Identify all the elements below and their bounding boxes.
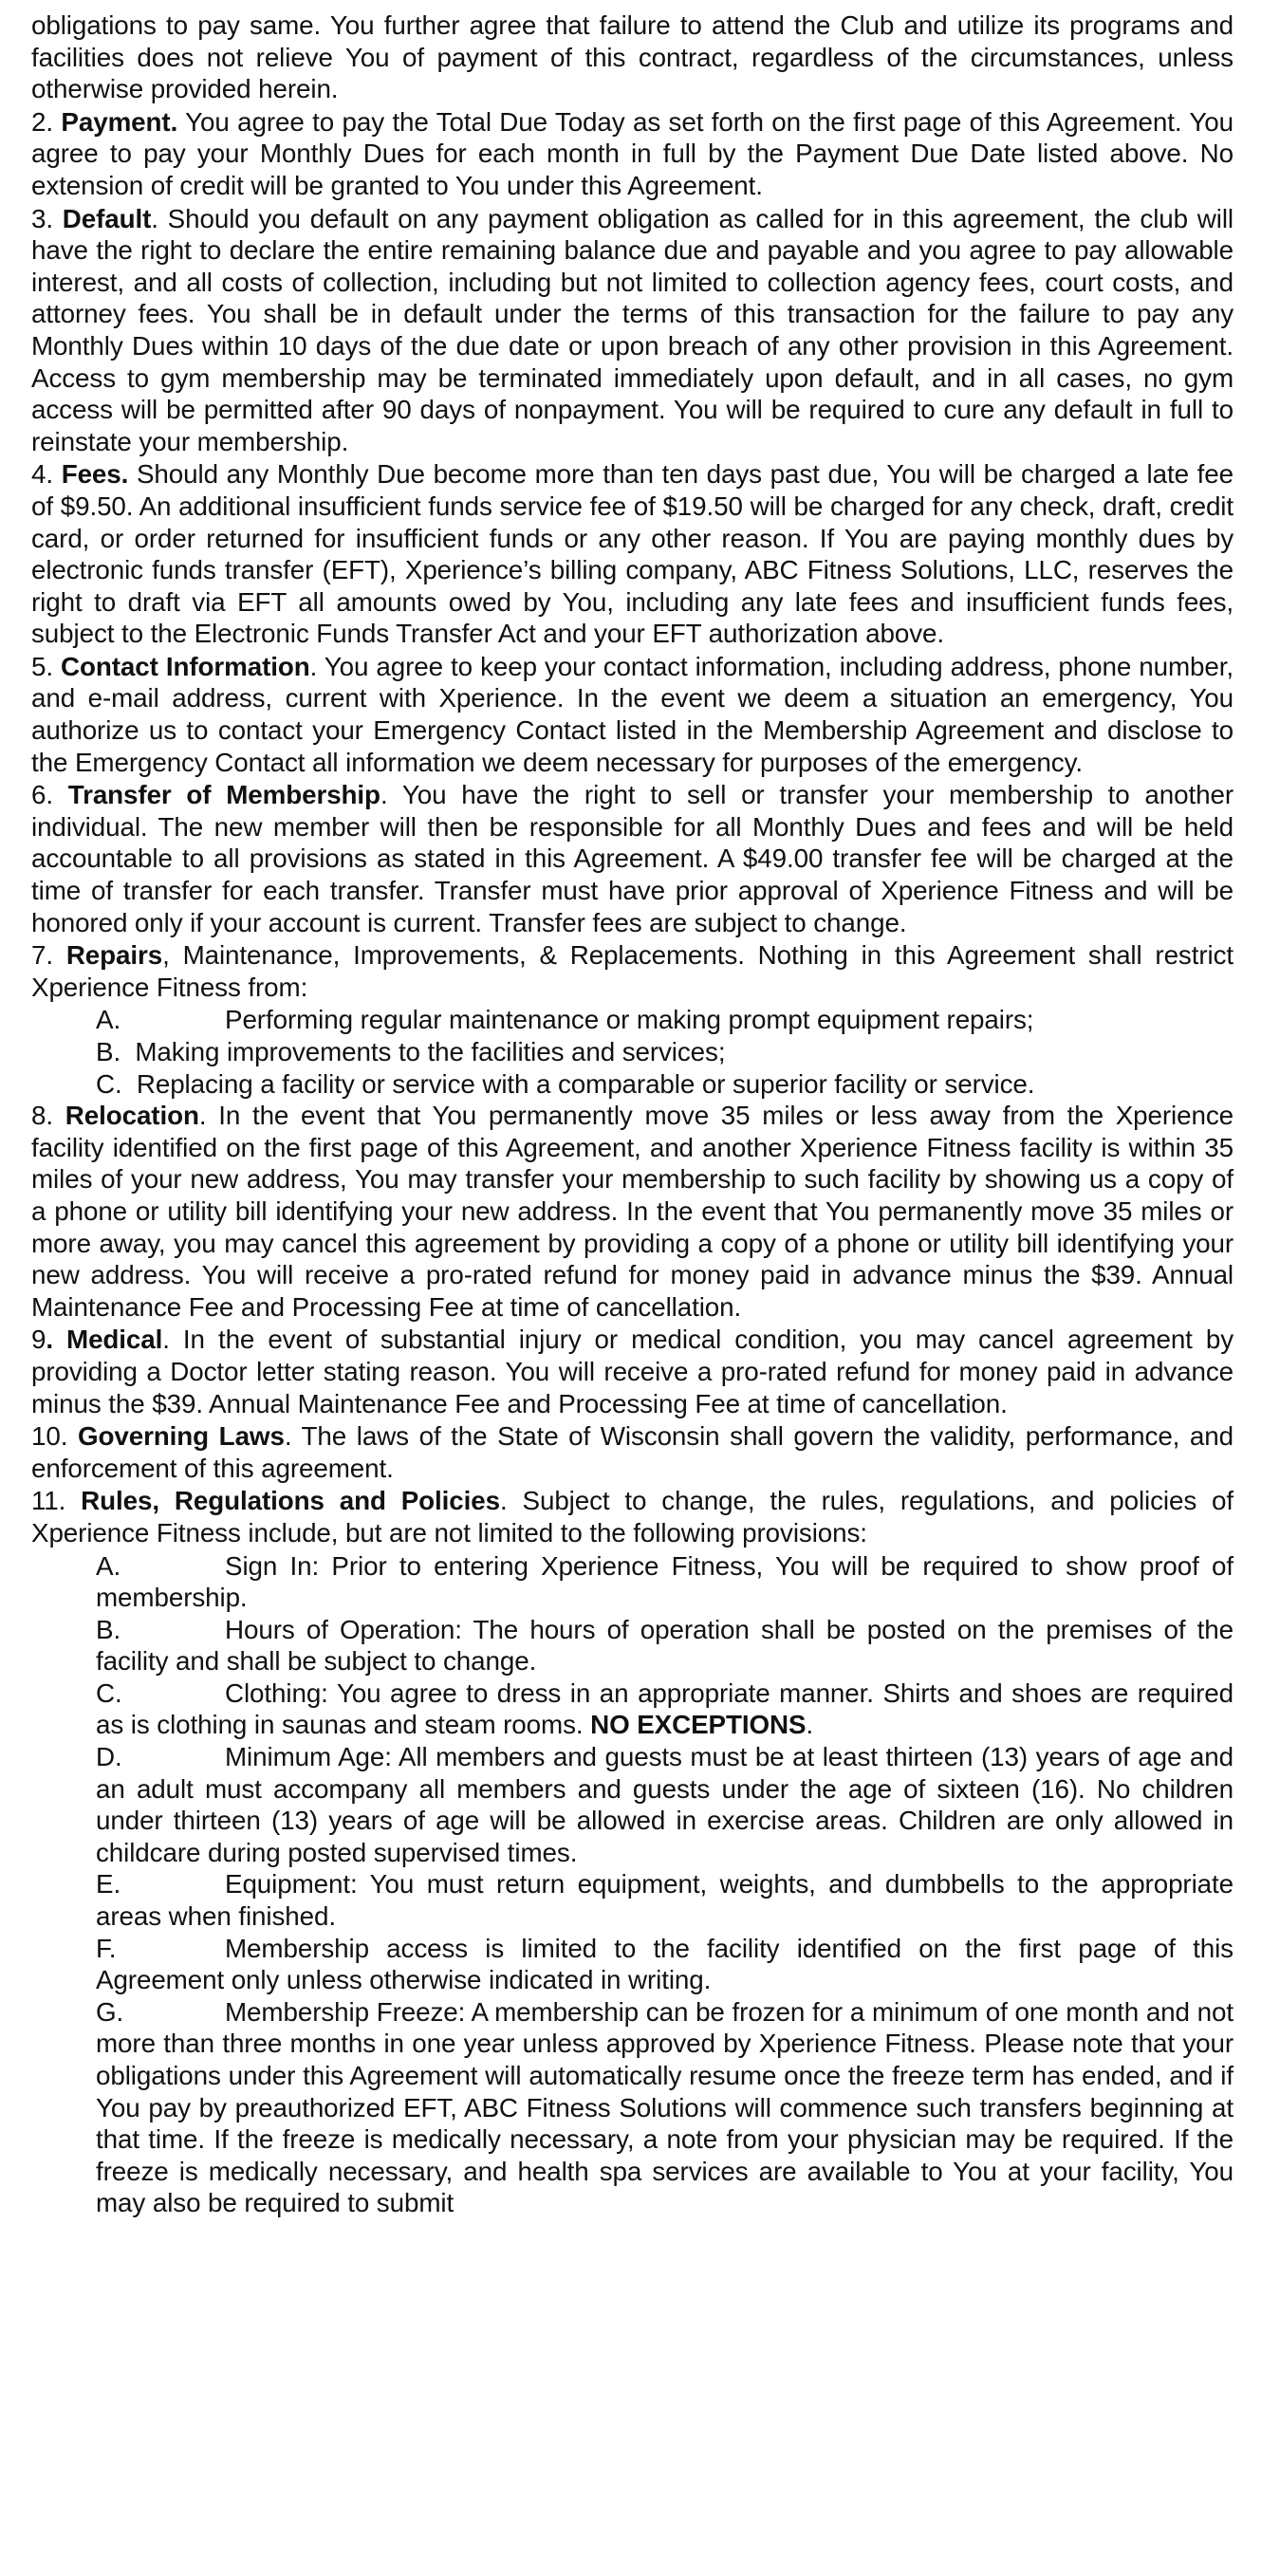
list-item: [96, 1068, 1234, 1101]
section-title: Repairs: [65, 940, 163, 971]
section-number: 4.: [31, 459, 53, 490]
list-item-letter: B.: [96, 1614, 121, 1644]
list-item-letter: B.: [96, 1037, 121, 1066]
list-item: [96, 1741, 1234, 1868]
section-default: [31, 203, 1234, 458]
section-number: 7.: [31, 940, 53, 971]
section-body: Should any Monthly Due become more than ten days past due, You will be charged a late fee of $9.50. An additional insufficient funds service fee of $19.50 will be charged for any check, draft, credit card, or order returned for insufficient funds or any other reason. If You are paying monthly dues by electronic funds transfer (EFT), Xperience’s billing company, ABC Fitness Solutions, LLC, reserves the right to draft via EFT all amounts owed by You, including any late fees and insufficient funds fees, subject to the Electronic Funds Transfer Act and your EFT authorization above.: [31, 459, 1234, 649]
section-number: 6.: [31, 780, 53, 810]
section-rules: [31, 1485, 1234, 1548]
section-body: . In the event of substantial injury or medical condition, you may cancel agreement by providing a Doctor letter stating reason. You will receive a pro-rated refund for money paid in advance minus the $39. Annual Maintenance Fee and Processing Fee at time of cancellation.: [31, 1325, 1234, 1418]
list-item-text: Clothing: You agree to dress in an appropriate manner. Shirts and shoes are required as is clothing in saunas and steam rooms.: [96, 1677, 1234, 1740]
list-item-text: Sign In: Prior to entering Xperience Fitness, You will be required to show proof of membership.: [96, 1550, 1234, 1613]
list-item: [96, 1933, 1234, 1996]
list-item: [96, 1677, 1234, 1741]
section-number: 8.: [31, 1101, 53, 1131]
section-number: 11.: [31, 1486, 66, 1516]
list-item: [96, 1004, 1234, 1036]
list-item-letter: E.: [96, 1869, 121, 1900]
intro-text: obligations to pay same. You further agree that failure to attend the Club and utilize its programs and facilities does not relieve You of payment of this contract, regardless of the circumstances, unless otherwise provided herein.: [31, 10, 1234, 104]
list-item-text: Membership access is limited to the facility identified on the first page of this Agreement only unless otherwise indicated in writing.: [96, 1933, 1234, 1995]
section-fees: [31, 458, 1234, 650]
section-repairs: [31, 939, 1234, 1003]
section-body: , Maintenance, Improvements, & Replacements. Nothing in this Agreement shall restrict Xperience Fitness from:: [31, 940, 1234, 1002]
list-item: [96, 1614, 1234, 1677]
section-number: 10.: [31, 1421, 68, 1452]
section-number: 5.: [31, 651, 53, 681]
section-title: Relocation: [65, 1101, 199, 1131]
intro-paragraph: [31, 9, 1234, 105]
list-item-letter: A.: [96, 1005, 121, 1035]
list-item-letter: A.: [96, 1550, 121, 1581]
list-item-text: Making improvements to the facilities and services;: [135, 1037, 726, 1066]
section-transfer: [31, 779, 1234, 938]
section-number: 9: [31, 1325, 46, 1355]
list-item-emphasis: NO EXCEPTIONS: [590, 1710, 807, 1740]
section-title: Rules, Regulations and Policies: [81, 1486, 501, 1516]
list-item-letter: F.: [96, 1933, 117, 1963]
list-item-text: Membership Freeze: A membership can be frozen for a minimum of one month and not more than three months in one year unless approved by Xperience Fitness. Please note that your obligations under this Agreement will automatically resume once the freeze term has ended, and if You pay by preauthorized EFT, ABC Fitness Solutions will commence such transfers beginning at that time. If the freeze is medically necessary, a note from your physician may be required. If the freeze is medically necessary, and health spa services are available to You at your facility, You may also be required to submit: [96, 1996, 1234, 2218]
section-relocation: [31, 1100, 1234, 1323]
list-item-letter: D.: [96, 1742, 122, 1772]
section-medical: [31, 1324, 1234, 1419]
section-title: Contact Information: [61, 651, 310, 681]
section-title: . Medical: [46, 1325, 163, 1355]
section-title: Payment.: [61, 106, 178, 137]
section-body: . Subject to change, the rules, regulations, and policies of Xperience Fitness include, but are not limited to the following provisions:: [31, 1486, 1234, 1547]
list-item: [96, 1550, 1234, 1614]
section-contact: [31, 651, 1234, 778]
list-item: [96, 1996, 1234, 2219]
rules-list: [31, 1550, 1234, 2219]
list-item-text: Equipment: You must return equipment, weights, and dumbbells to the appropriate areas when finished.: [96, 1869, 1234, 1932]
list-item-text: Performing regular maintenance or making prompt equipment repairs;: [225, 1005, 1034, 1035]
section-body: You agree to pay the Total Due Today as set forth on the first page of this Agreement. You agree to pay your Monthly Dues for each month in full by the Payment Due Date listed above. No extension of credit will be granted to You under this Agreement.: [31, 106, 1234, 200]
section-body: . The laws of the State of Wisconsin shall govern the validity, performance, and enforcement of this agreement.: [31, 1421, 1234, 1483]
list-item-tail: .: [806, 1710, 814, 1740]
section-body: . You agree to keep your contact information, including address, phone number, and e-mail address, current with Xperience. In the event we deem a situation an emergency, You authorize us to contact your Emergency Contact listed in the Membership Agreement and disclose to the Emergency Contact all information we deem necessary for purposes of the emergency.: [31, 651, 1234, 777]
section-payment: [31, 106, 1234, 202]
list-item-letter: C.: [96, 1068, 122, 1099]
list-item-text: Replacing a facility or service with a comparable or superior facility or service.: [136, 1068, 1035, 1099]
section-governing-laws: [31, 1420, 1234, 1484]
section-body: . Should you default on any payment obligation as called for in this agreement, the club will have the right to declare the entire remaining balance due and payable and you agree to pay allowable interest, and all costs of collection, including but not limited to collection agency fees, court costs, and attorney fees. You shall be in default under the terms of this transaction for the failure to pay any Monthly Dues within 10 days of the due date or upon breach of any other provision in this Agreement. Access to gym membership may be terminated immediately upon default, and in all cases, no gym access will be permitted after 90 days of nonpayment. You will be required to cure any default in full to reinstate your membership.: [31, 203, 1234, 456]
section-title: Fees.: [61, 459, 129, 490]
section-title: Default: [62, 203, 152, 233]
section-title: Governing Laws: [77, 1421, 285, 1452]
section-body: . You have the right to sell or transfer your membership to another individual. The new member will then be responsible for all Monthly Dues and fees and will be held accountable to all provisions as stated in this Agreement. A $49.00 transfer fee will be charged at the time of transfer for each transfer. Transfer must have prior approval of Xperience Fitness and will be honored only if your account is current. Transfer fees are subject to change.: [31, 780, 1234, 937]
list-item: [96, 1868, 1234, 1932]
section-number: 3.: [31, 203, 53, 233]
list-item-letter: G.: [96, 1996, 124, 2027]
list-item: [96, 1036, 1234, 1068]
section-title: Transfer of Membership: [67, 780, 380, 810]
list-item-letter: C.: [96, 1677, 122, 1708]
section-body: . In the event that You permanently move 35 miles or less away from the Xperience facility identified on the first page of this Agreement, and another Xperience Fitness facility is within 35 miles of your new address, You may transfer your membership to such facility by showing us a copy of a phone or utility bill identifying your new address. In the event that You permanently move 35 miles or more away, you may cancel this agreement by providing a copy of a phone or utility bill identifying your new address. You will receive a pro-rated refund for money paid in advance minus the $39. Annual Maintenance Fee and Processing Fee at time of cancellation.: [31, 1101, 1234, 1322]
repairs-list: [31, 1004, 1234, 1100]
list-item-text: Minimum Age: All members and guests must be at least thirteen (13) years of age and an adult must accompany all members and guests under the age of sixteen (16). No children under thirteen (13) years of age will be allowed in exercise areas. Children are only allowed in childcare during posted supervised times.: [96, 1742, 1234, 1867]
list-item-text: Hours of Operation: The hours of operation shall be posted on the premises of the facility and shall be subject to change.: [96, 1614, 1234, 1677]
section-number: 2.: [31, 106, 53, 137]
